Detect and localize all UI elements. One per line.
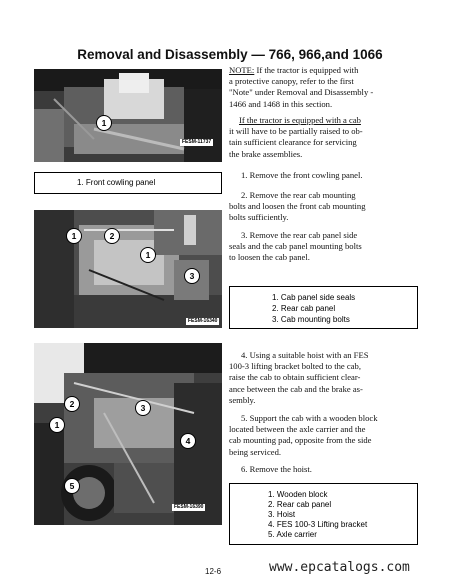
caption-item: 4. FES 100-3 Lifting bracket [268,520,368,529]
step-1 [241,170,362,181]
callout-1: 1 [96,115,112,131]
callout-1: 1 [140,247,156,263]
caption-item: 1. Wooden block [268,490,328,499]
caption-item: 3. Hoist [268,510,296,519]
callout-4: 4 [180,433,196,449]
caption-box-3 [229,483,418,545]
callout-1: 1 [66,228,82,244]
step-line: seals and the cab panel mounting bolts [229,241,362,252]
cab-label: If the tractor is equipped with a cab [239,115,361,125]
step-5 [229,413,378,458]
caption-item: 1. Cab panel side seals [272,293,356,302]
step-line: cab mounting pad, opposite from the side [229,435,372,446]
callout-3: 3 [135,400,151,416]
callout-3: 3 [184,268,200,284]
cab-line: it will have to be partially raised to ob- [229,126,363,137]
step-line: to loosen the cab panel. [229,252,310,263]
photo-front-cowling-image [34,69,222,162]
step-line: ance between the cab and the brake as- [229,383,363,394]
watermark-link[interactable]: www.epcatalogs.com [269,560,410,575]
photo-hoist-cab [34,343,222,525]
caption-item: 1. Front cowling panel [77,178,156,187]
step-line: 4. Using a suitable hoist with an FES [241,350,369,360]
step-line: 6. Remove the hoist. [241,464,312,474]
callout-1: 1 [49,417,65,433]
note-line: "Note" under Removal and Disassembly - [229,87,374,98]
note-line: a protective canopy, refer to the first [229,76,354,87]
note-paragraph [229,65,373,110]
callout-5: 5 [64,478,80,494]
step-4 [229,350,368,406]
photo-code: FESM-16340 [188,318,218,324]
step-line: 2. Remove the rear cab mounting [241,190,356,200]
step-line: raise the cab to obtain sufficient clear- [229,372,361,383]
note-label: NOTE: [229,65,255,75]
callout-2: 2 [104,228,120,244]
caption-item: 3. Cab mounting bolts [272,315,350,324]
step-line: sembly. [229,394,256,405]
step-line: 100-3 lifting bracket bolted to the cab, [229,361,361,372]
cab-line: tain sufficient clearance for servicing [229,137,357,148]
step-line: bolts and loosen the front cab mounting [229,201,366,212]
caption-item: 2. Rear cab panel [268,500,332,509]
step-line: 1. Remove the front cowling panel. [241,170,363,180]
callout-2: 2 [64,396,80,412]
photo-hoist-cab-image [34,343,222,525]
photo-code: FESM-16390 [174,504,204,510]
step-line: being serviced. [229,446,282,457]
photo-front-cowling [34,69,222,162]
photo-code: FESM-11737 [182,139,212,145]
photo-cab-panel [34,210,222,328]
caption-box-2 [229,286,418,329]
cab-paragraph [229,115,363,160]
page-number: 12-6 [205,567,222,576]
caption-box-1 [34,172,222,194]
step-3 [229,230,362,264]
caption-item: 2. Rear cab panel [272,304,336,313]
caption-item: 5. Axle carrier [268,530,317,539]
step-6 [241,464,312,475]
cab-line: the brake assemblies. [229,148,303,159]
step-line: located between the axle carrier and the [229,424,366,435]
step-line: 3. Remove the rear cab panel side [241,230,358,240]
step-line: bolts sufficiently. [229,212,289,223]
step-line: 5. Support the cab with a wooden block [241,413,378,423]
note-line: If the tractor is equipped with [254,65,359,75]
step-2 [229,190,366,224]
note-line: 1466 and 1468 in this section. [229,98,333,109]
page-title: Removal and Disassembly — 766, 966,and 1066 [77,47,383,62]
